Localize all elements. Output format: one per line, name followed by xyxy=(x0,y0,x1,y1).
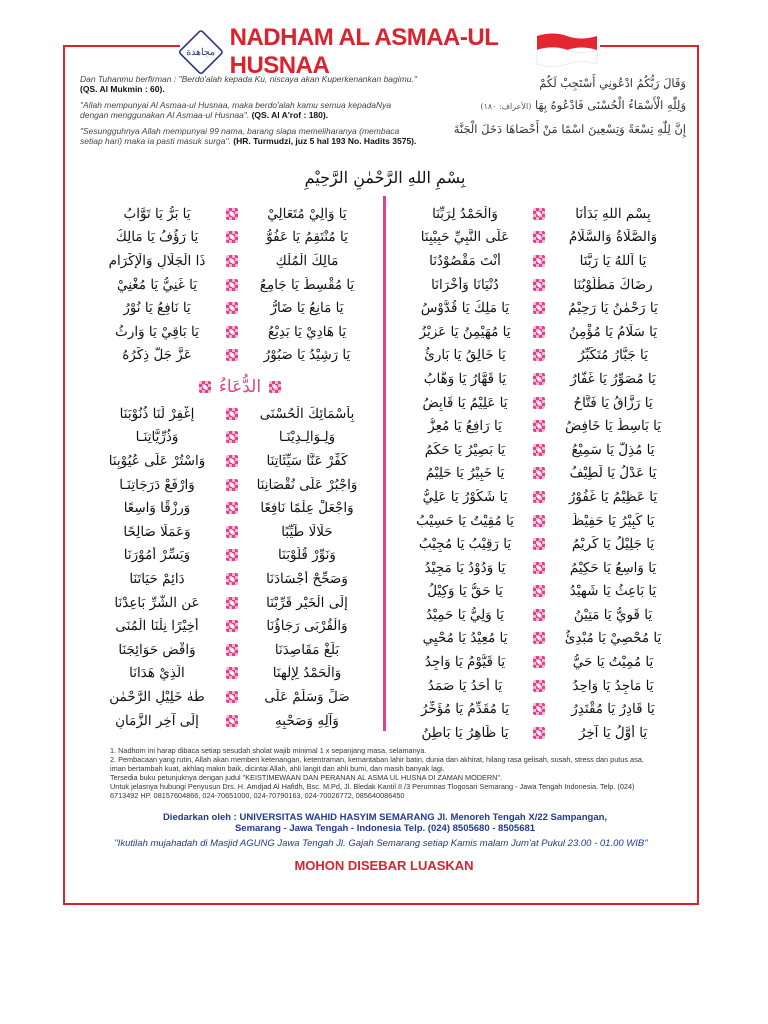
verse-row xyxy=(400,603,675,627)
verse-part-first: وَنَوِّرْ قُلُوْبَنَا xyxy=(278,547,336,564)
verse-row xyxy=(400,367,675,391)
verse-part-second: يَا بَصِيْرُ يَا حَكَمُ xyxy=(424,441,506,458)
ornament-icon xyxy=(533,585,545,597)
verse-part-first: مَالِكَ الْمُلْكِ xyxy=(275,252,339,269)
verse-part-second: يَا خَبِيْرُ يَا حَلِيْمُ xyxy=(425,465,505,482)
verse-part-second: يَا مَلِكُ يَا قُدُّوْسُ xyxy=(420,300,510,317)
verse-part-first: وَاجْعَلْ عِلْمًا نَافِعًا xyxy=(260,500,354,517)
verse-row xyxy=(92,249,370,273)
column-divider xyxy=(383,196,386,731)
ornament-icon xyxy=(269,381,281,393)
doa-heading xyxy=(175,374,305,400)
verse-part-second: يَا رَافِعُ يَا مُعِزُّ xyxy=(428,418,502,435)
verse-row xyxy=(400,509,675,533)
verse-part-second: يَا وَدُوْدُ يَا مَجِيْدُ xyxy=(424,559,506,576)
footnotes xyxy=(110,746,660,800)
verse-part-second: يَا شَكُوْرُ يَا عَلِيُّ xyxy=(422,488,508,505)
ornament-icon xyxy=(533,326,545,338)
ornament-icon xyxy=(533,302,545,314)
verse-part-second: يَا حَقُّ يَا وَكِيْلُ xyxy=(427,583,503,600)
ornament-icon xyxy=(533,444,545,456)
ornament-icon xyxy=(226,502,238,514)
verse-part-second: وَاقْضِ حَوَائِجَنَا xyxy=(118,641,196,658)
verse-row xyxy=(400,532,675,556)
ornament-icon xyxy=(533,373,545,385)
verse-part-first: يَا سَلَامُ يَا مُؤْمِنُ xyxy=(568,323,658,340)
verse-part-second: يَا عَلِيْمُ يَا قَابِضُ xyxy=(422,394,508,411)
verse-part-first: يَا مُذِلُّ يَا سَمِيْعُ xyxy=(571,441,655,458)
ornament-icon xyxy=(226,255,238,267)
verse-row xyxy=(400,627,675,651)
verse-part-first: يَا مُقْسِطُ يَا جَامِعُ xyxy=(259,276,355,293)
ornament-icon xyxy=(226,549,238,561)
ornament-icon xyxy=(226,326,238,338)
verse-part-first: وَاجْبُرْ عَلَى نُقْصَانِنَا xyxy=(256,476,358,493)
verse-part-second: يَا مُعِيْدُ يَا مُحْيِي xyxy=(422,630,508,647)
verse-part-first: وَالْقُرْبَى رَجَاؤُنَا xyxy=(266,618,348,635)
ornament-icon xyxy=(226,644,238,656)
ornament-icon xyxy=(226,715,238,727)
doa-row xyxy=(92,591,370,615)
doa-row xyxy=(92,449,370,473)
verse-part-second: عَنِ الشَّرِّ بَاعِدْنَا xyxy=(114,594,200,611)
ornament-icon xyxy=(533,231,545,243)
ornament-icon xyxy=(226,279,238,291)
footnote-book: Tersedia buku petunjuknya dengan judul "KEISTIMEWAAN DAN PERANAN AL ASMA UL HUSNA DI ZAMAN MODERN". xyxy=(110,773,503,782)
verse-row xyxy=(400,674,675,698)
quotes-latin xyxy=(80,74,420,152)
ornament-icon xyxy=(533,491,545,503)
verse-part-second: يَا بَرُّ يَا تَوَّابُ xyxy=(123,205,191,222)
verse-part-second: إِلَى آخِرِ الزَّمَانِ xyxy=(115,712,199,729)
doa-title: الدُّعَاءُ xyxy=(218,377,262,397)
verse-row xyxy=(400,391,675,415)
verse-part-first: وَلِـوَالِـدِيْنَـا xyxy=(278,429,336,446)
verse-row xyxy=(92,320,370,344)
ornament-icon xyxy=(226,208,238,220)
verse-part-first: يَا مُصَوِّرُ يَا غَفَّارُ xyxy=(570,370,656,387)
verse-part-second: طٰهٰ خَلِيْلِ الرَّحْمٰنِ xyxy=(109,688,205,705)
verse-part-second: يَا غَنِيُّ يَا مُغْنِيْ xyxy=(116,276,198,293)
verse-row xyxy=(400,226,675,250)
ornament-icon xyxy=(226,455,238,467)
verse-part-second: يَا وَلِيُّ يَا حَمِيْدُ xyxy=(426,606,504,623)
verse-part-first: يَا اَللهُ يَا رَبَّنَا xyxy=(579,252,647,269)
ornament-icon xyxy=(226,349,238,361)
ornament-icon xyxy=(226,231,238,243)
verse-part-first: صَلِّ وَسَلِّمْ عَلَى xyxy=(264,688,350,705)
verse-row xyxy=(400,438,675,462)
verse-part-first: يَا رَزَّاقُ يَا فَتَّاحُ xyxy=(573,394,653,411)
verse-part-second: يَا بَاقِيْ يَا وَارِثُ xyxy=(115,323,199,340)
verse-part-second: الَّذِيْ هَدَانَا xyxy=(129,665,185,682)
verse-row xyxy=(400,249,675,273)
verse-part-second: إِغْفِرْ لَنَا ذُنُوْبَنَا xyxy=(119,405,195,422)
verse-row xyxy=(400,462,675,486)
verse-part-second: يَا مُقِيْتُ يَا حَسِيْبُ xyxy=(416,512,514,529)
ornament-icon xyxy=(226,479,238,491)
verse-part-second: أَخِيْرًا نِلْنَا الْمُنَى xyxy=(115,618,199,635)
doa-row xyxy=(92,638,370,662)
verse-part-first: يَا أَوَّلُ يَا آخِرُ xyxy=(578,724,648,741)
verse-part-first: يَا رَحْمٰنُ يَا رَحِيْمُ xyxy=(568,300,658,317)
doa-row xyxy=(92,614,370,638)
closing-banner xyxy=(270,854,498,876)
ornament-icon xyxy=(226,408,238,420)
verse-row xyxy=(400,273,675,297)
verse-row xyxy=(400,344,675,368)
doa-row xyxy=(92,426,370,450)
verse-part-first: حَلَالًا طَيِّبًا xyxy=(281,523,333,540)
verse-part-second: دُنْيَانَا وَأُخْرَانَا xyxy=(431,276,499,293)
verse-part-first: يَا كَبِيْرُ يَا حَفِيْظُ xyxy=(571,512,655,529)
verse-part-second: يَا رَقِيْبُ يَا مُجِيْبُ xyxy=(418,536,512,553)
quote-arabic-2: وَلِلّٰهِ الْأَسْمَاءُ الْحُسْنَى فَادْعُوهُ بِهَا (الأعراف: ١٨٠) xyxy=(480,98,686,112)
quote-3: "Sesungguhnya Allah mempunyai 99 nama, barang siapa memeliharanya (membaca setiap hari) maka ia pasti masuk surga". (HR. Turmudzi, juz 5 hal 193 No. Hadits 3575). xyxy=(80,126,417,146)
doa-row xyxy=(92,709,370,733)
ornament-icon xyxy=(226,691,238,703)
verse-part-first: يَا مُمِيْتُ يَا حَيُّ xyxy=(572,654,654,671)
verse-part-first: يَا مَانِعُ يَا ضَارُّ xyxy=(270,300,344,317)
verse-row xyxy=(400,556,675,580)
verse-part-first: بِأَسْمَائِكَ الْحُسْنَى xyxy=(259,405,355,422)
verse-part-second: يَا قَيُّوْمُ يَا وَاجِدُ xyxy=(424,654,506,671)
verse-row xyxy=(400,580,675,604)
verse-part-second: وَعَمَلًا صَالِحًا xyxy=(123,523,191,540)
verse-part-first: يَا جَلِيْلُ يَا كَرِيْمُ xyxy=(571,536,655,553)
quote-arabic-1: وَقَالَ رَبُّكُمُ ادْعُونِي أَسْتَجِبْ لَكُمْ xyxy=(539,76,686,90)
ornament-icon xyxy=(533,255,545,267)
verse-part-first: يَا مُحْصِيْ يَا مُبْدِئُ xyxy=(564,630,662,647)
ornament-icon xyxy=(533,609,545,621)
footnote-2: 2. Pembacaan yang rutin, Allah akan memberi ketenangan, ketentraman, kemantaban lahir batin, dunia dan akhirat, hilang rasa gelisah, susah, stress dan putus asa, iman bertambah kuat, akhlaq makin baik, dicintai Allah, ahli langit dan ahli bumi, dan masih banyak lagi. xyxy=(110,755,644,773)
doa-row xyxy=(92,685,370,709)
verse-part-first: يَا عَظِيْمُ يَا غَفُوْرُ xyxy=(568,488,658,505)
verse-row xyxy=(92,296,370,320)
verse-row xyxy=(400,320,675,344)
basmala: بِسْمِ اللهِ الرَّحْمٰنِ الرَّحِيْمِ xyxy=(304,168,466,187)
doa-row xyxy=(92,662,370,686)
verse-part-second: وَارْفَعْ دَرَجَاتِنَـا xyxy=(119,476,195,493)
verse-part-second: ذَا الْجَلَالِ وَالْإِكْرَامِ xyxy=(108,252,206,269)
verse-part-second: يَا مُقَدِّمُ يَا مُؤَخِّرُ xyxy=(420,701,510,718)
ornament-icon xyxy=(533,279,545,291)
page-title: NADHAM AL ASMAA-UL HUSNAA xyxy=(229,24,498,79)
verse-part-first: يَا مُنْتَقِمُ يَا عَفُوُّ xyxy=(266,229,348,246)
verse-row xyxy=(92,202,370,226)
verse-row xyxy=(400,721,675,745)
verse-row xyxy=(400,485,675,509)
ornament-icon xyxy=(226,302,238,314)
doa-row xyxy=(92,567,370,591)
doa-row xyxy=(92,402,370,426)
ornament-icon xyxy=(533,515,545,527)
ornament-icon xyxy=(533,538,545,550)
verse-part-first: إِلَى الْخَيْرِ قَرِّبْنَا xyxy=(266,594,348,611)
verse-part-second: يَا قَهَّارُ يَا وَهَّابُ xyxy=(423,370,507,387)
doa-row xyxy=(92,520,370,544)
verse-part-second: يَا خَالِقُ يَا بَارِئُ xyxy=(424,347,506,364)
verse-part-first: يَا بَاعِثُ يَا شَهِيْدُ xyxy=(569,583,657,600)
ornament-icon xyxy=(226,573,238,585)
ornament-icon xyxy=(533,727,545,739)
mujahadah-invitation: "Ikutilah mujahadah di Masjid AGUNG Jawa Tengah Jl. Gajah Semarang setiap Kamis malam Jum'at Pukul 23.00 - 01.00 WIB" xyxy=(114,838,648,849)
verse-part-second: دَائِمْ حَيَاتَنَا xyxy=(129,570,185,587)
ornament-icon xyxy=(533,397,545,409)
ornament-icon xyxy=(533,680,545,692)
calligraphy-seal-icon: مجاهدة xyxy=(178,29,224,75)
ornament-icon xyxy=(226,431,238,443)
verse-part-first: يَا قَوِيُّ يَا مَتِيْنُ xyxy=(573,606,653,623)
verse-row xyxy=(400,650,675,674)
footnote-contact: Untuk jelasnya hubungi Penyusun Drs. H. Amdjad Al Hafidh, Bsc. M.Pd, Jl. Bledak Kantil II /3 Perumnas Tlogosari Semarang - Jawa Tengah Indonesia. Telp. (024) 6713492 HP. 08157604866, 024-70651000, 024-70790163, 024-70026772, 085640086450 xyxy=(110,782,635,800)
quote-1: Dan Tuhanmu berfirman : "Berdo'alah kepada Ku, niscaya akan Kuperkenankan bagimu." (QS. Al Mukmin : 60). xyxy=(80,74,417,94)
verse-row xyxy=(400,697,675,721)
verse-part-first: كَفِّرْ عَنَّا سَيِّئَاتِنَا xyxy=(266,452,348,469)
verse-row xyxy=(400,414,675,438)
closing-text: MOHON DISEBAR LUASKAN xyxy=(294,857,474,873)
verse-part-first: يَا قَادِرُ يَا مُقْتَدِرُ xyxy=(571,701,655,718)
ornament-icon xyxy=(533,562,545,574)
verse-part-second: يَا مُهَيْمِنُ يَا عَزِيْزُ xyxy=(419,323,511,340)
verse-part-first: رِضَاكَ مَطْلُوْبُنَا xyxy=(573,276,653,293)
quotes-arabic xyxy=(430,72,686,140)
ornament-icon xyxy=(226,667,238,679)
ornament-icon xyxy=(533,349,545,361)
verse-part-second: وَالْحَمْدُ لِرَبِّنَا xyxy=(432,205,498,222)
quote-2: "Allah mempunyai Al Asmaa-ul Husnaa, maka berdo'alah kamu semua kepadaNya dengan menggunakan Al Asmaa-ul Husnaa". (QS. Al A'rof : 180). xyxy=(80,100,392,120)
verse-part-first: وَالْحَمْدُ لِإِلٰهِنَا xyxy=(272,665,342,682)
quote-arabic-3: إِنَّ لِلّٰهِ تِسْعَةً وَتِسْعِينَ اسْمًا مَنْ أَحْصَاهَا دَخَلَ الْجَنَّةَ xyxy=(453,122,686,136)
verse-part-first: يَا مَاجِدُ يَا وَاحِدُ xyxy=(572,677,654,694)
verse-part-first: يَا وَالِيْ مُتَعَالِيْ xyxy=(267,205,347,222)
verse-part-second: يَا ظَاهِرُ يَا بَاطِنُ xyxy=(421,724,509,741)
verse-part-second: يَا رَؤُفُ يَا مَالِكُ xyxy=(115,229,199,246)
distributor-info: Diedarkan oleh : UNIVERSITAS WAHID HASYIM SEMARANG Jl. Menoreh Tengah X/22 Sampangan, Semarang - Jawa Tengah - Indonesia Telp. (024) 8505680 - 8505681 xyxy=(162,812,608,834)
verse-part-first: وَآلِهِ وَصَحْبِهِ xyxy=(275,712,339,729)
verse-row xyxy=(92,273,370,297)
verse-part-second: أَنْتَ مَقْصُوْدُنَا xyxy=(429,252,501,269)
ornament-icon xyxy=(226,620,238,632)
verse-part-first: يَا جَبَّارُ مُتَكَبِّرُ xyxy=(578,347,648,364)
footnote-1: 1. Nadhom ini harap dibaca setiap sesudah sholat wajib minimal 1 x sepanjang masa, selamanya. xyxy=(110,746,427,755)
verse-row xyxy=(400,202,675,226)
verse-part-second: عَلَى النَّبِيِّ حَبِيْبِنَا xyxy=(420,229,510,246)
asmaul-husna-column-right xyxy=(400,202,675,745)
verse-row xyxy=(400,296,675,320)
ornament-icon xyxy=(226,597,238,609)
asmaul-husna-column-left xyxy=(92,202,370,367)
verse-part-second: يَا أَحَدُ يَا صَمَدُ xyxy=(427,677,503,694)
verse-part-second: وَيَسِّرْ أُمُوْرَنَا xyxy=(123,547,191,564)
verse-part-first: يَا وَاسِعُ يَا حَكِيْمُ xyxy=(569,559,657,576)
indonesia-flag-icon xyxy=(535,30,599,70)
verse-row xyxy=(92,344,370,368)
ornament-icon xyxy=(533,703,545,715)
ornament-icon xyxy=(533,656,545,668)
verse-row xyxy=(92,226,370,250)
verse-part-first: بِسْمِ اللهِ بَدَأْنَا xyxy=(575,205,651,222)
doa-row xyxy=(92,544,370,568)
ornament-icon xyxy=(533,632,545,644)
doa-row xyxy=(92,473,370,497)
verse-part-second: يَا نَافِعُ يَا نُوْرُ xyxy=(123,300,191,317)
verse-part-first: يَا عَدْلُ يَا لَطِيْفُ xyxy=(569,465,657,482)
verse-part-second: وَاسْتُرْ عَلَى عُيُوْبِنَا xyxy=(108,452,206,469)
verse-part-second: وَذُرِّيَّاتِنَـا xyxy=(135,429,179,446)
verse-part-first: يَا رَشِيْدُ يَا صَبُوْرُ xyxy=(263,347,351,364)
verse-part-second: عَزَّ جَلَّ ذِكْرُهُ xyxy=(122,347,192,364)
verse-part-second: وَرِزْقًا وَاسِعًا xyxy=(123,500,191,517)
ornament-icon xyxy=(533,467,545,479)
verse-part-first: وَصَحِّحْ أَجْسَادَنَا xyxy=(266,570,348,587)
ornament-icon xyxy=(226,526,238,538)
doa-column xyxy=(92,402,370,732)
ornament-icon xyxy=(199,381,211,393)
verse-part-first: وَالصَّلَاةُ وَالسَّلَامُ xyxy=(568,229,658,246)
verse-part-first: بَلِّغْ مَقَاصِدَنَا xyxy=(274,641,340,658)
ornament-icon xyxy=(533,208,545,220)
doa-row xyxy=(92,496,370,520)
ornament-icon xyxy=(533,420,545,432)
verse-part-first: يَا بَاسِطُ يَا خَافِضُ xyxy=(564,418,662,435)
verse-part-first: يَا هَادِيْ يَا بَدِيْعُ xyxy=(267,323,347,340)
